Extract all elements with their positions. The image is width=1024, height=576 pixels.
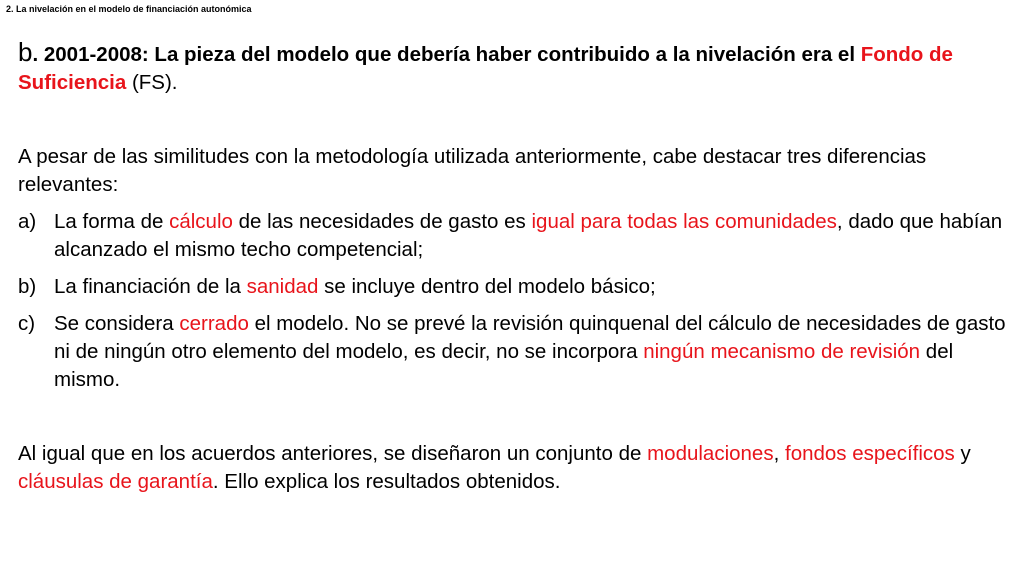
heading-letter: b	[18, 37, 33, 67]
highlight-run: cláusulas de garantía	[18, 470, 213, 493]
text-run: se incluye dentro del modelo básico;	[318, 275, 656, 298]
text-run: La forma de	[54, 210, 170, 233]
text-run: . Ello explica los resultados obtenidos.	[212, 470, 561, 493]
text-run: y	[954, 442, 971, 465]
highlight-run: sanidad	[246, 275, 319, 298]
text-run: Al igual que en los acuerdos anteriores, se diseñaron un conjunto de	[18, 442, 648, 465]
list-item-text	[54, 310, 1008, 394]
list-marker: c)	[18, 312, 36, 335]
text-run: de las necesidades de gasto es	[232, 210, 532, 233]
list-marker: b)	[18, 275, 37, 298]
intro-paragraph: A pesar de las similitudes con la metodología utilizada anteriormente, cabe destacar tres diferencias relevantes:	[18, 145, 927, 196]
list-item-text	[54, 208, 1008, 264]
text-run: ,	[773, 442, 785, 465]
list-item-a	[18, 208, 1008, 264]
heading-text: . 2001-2008: La pieza del modelo que debería haber contribuido a la nivelación era el	[32, 43, 861, 66]
text-run: el modelo. No se prevé la revisión quinquenal del cálculo de necesidades de gasto ni de ningún otro elemento del modelo, es decir, no se incorpora	[54, 312, 1006, 363]
heading-suffix: (FS).	[126, 71, 178, 94]
text-run: La financiación de la	[54, 275, 247, 298]
highlight-run: ningún mecanismo de revisión	[643, 340, 921, 363]
text-run: , dado que habían alcanzado el mismo techo competencial;	[54, 210, 1003, 261]
list-marker: a)	[18, 210, 37, 233]
highlight-run: igual para todas las comunidades	[531, 210, 837, 233]
highlight-run: fondos específicos	[785, 442, 955, 465]
text-run: Se considera	[54, 312, 180, 335]
slide-heading	[18, 38, 1008, 97]
list-item-text	[54, 273, 1008, 301]
slide-content	[18, 38, 1008, 496]
list-item-c	[18, 310, 1008, 394]
closing-paragraph	[18, 440, 1008, 496]
highlight-run: modulaciones	[647, 442, 774, 465]
list-item-b	[18, 273, 1008, 301]
section-title: 2. La nivelación en el modelo de financiación autonómica	[6, 4, 252, 14]
highlight-run: cerrado	[179, 312, 249, 335]
text-run: del mismo.	[54, 340, 954, 391]
heading-highlight: Fondo de Suficiencia	[18, 43, 953, 94]
highlight-run: cálculo	[169, 210, 233, 233]
